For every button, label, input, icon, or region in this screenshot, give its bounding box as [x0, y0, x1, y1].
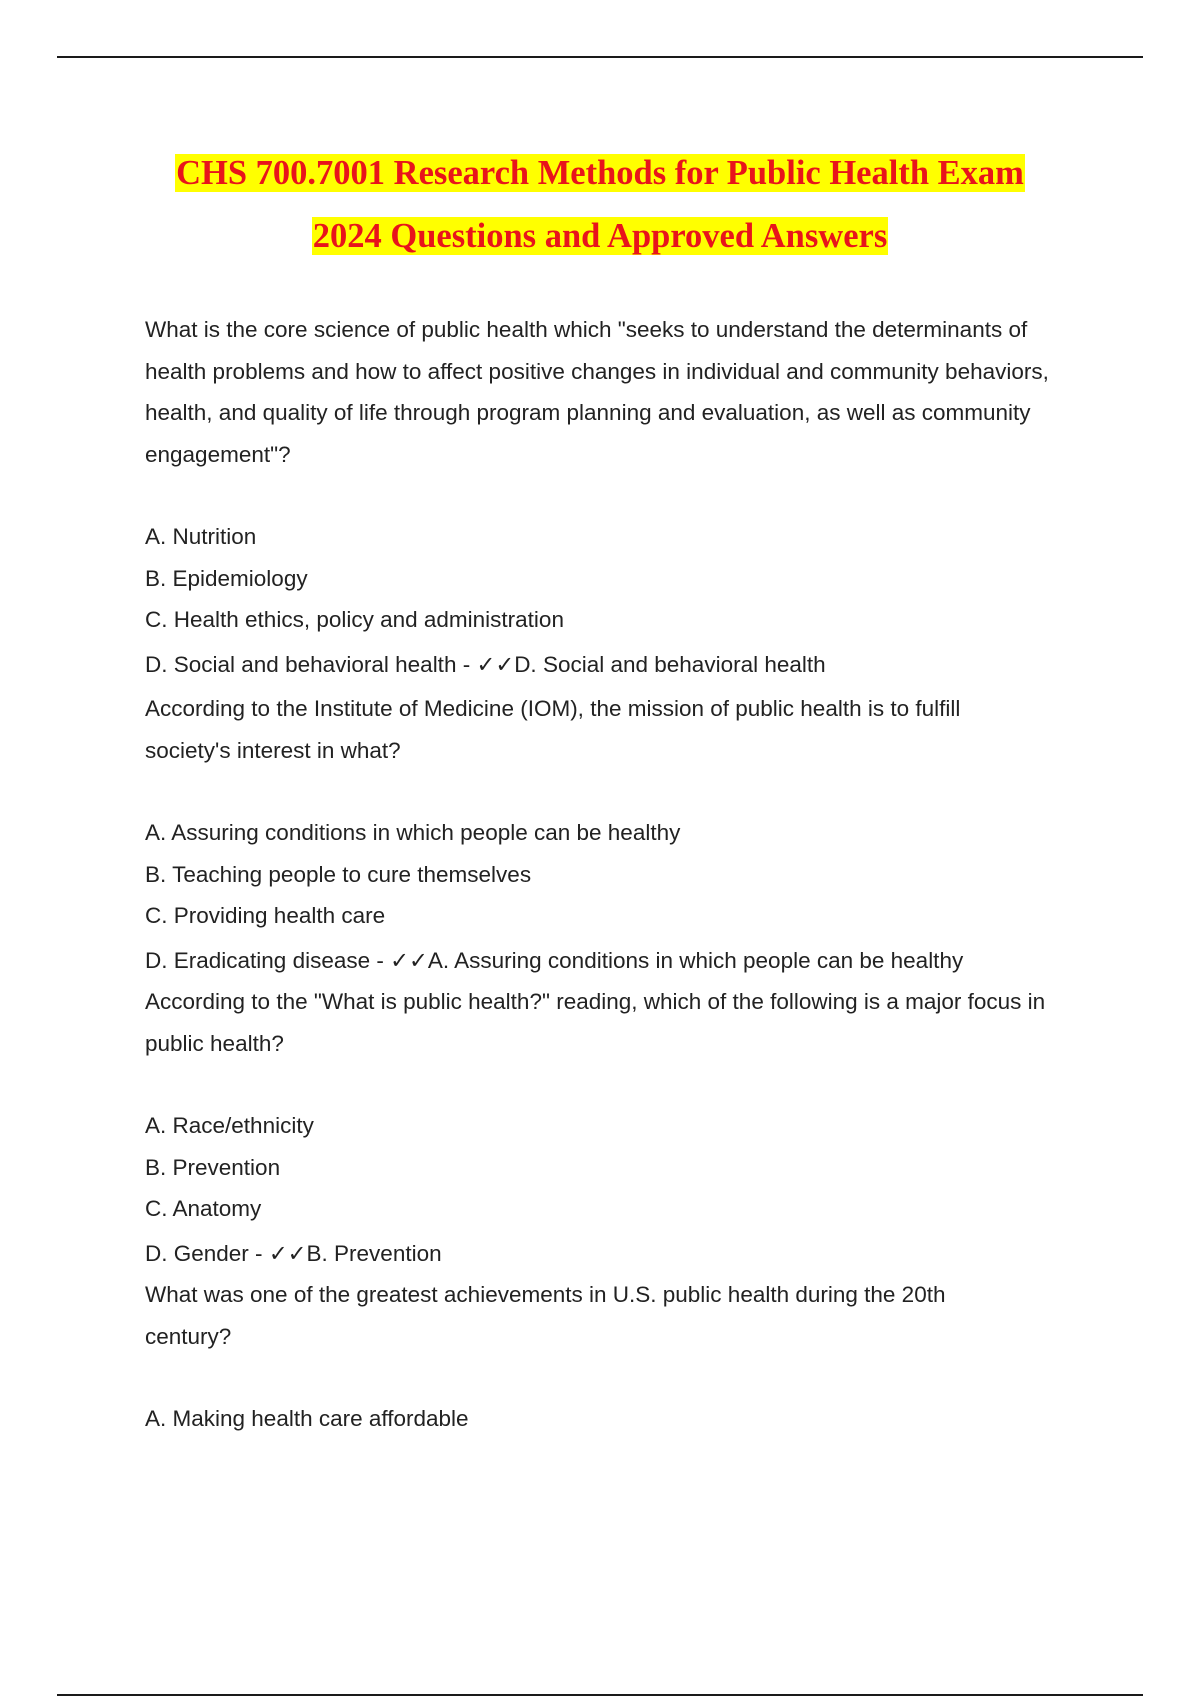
option-c: C. Providing health care: [145, 903, 386, 928]
title-line-2: 2024 Questions and Approved Answers: [312, 217, 888, 255]
option-c: C. Anatomy: [145, 1196, 262, 1221]
question-block-3: [145, 981, 1105, 1274]
correct-answer: B. Prevention: [306, 1240, 442, 1266]
option-b: B. Epidemiology: [145, 565, 308, 591]
question-block-4: [145, 1274, 1105, 1440]
correct-answer: D. Social and behavioral health: [514, 651, 826, 677]
question-block-1: [145, 309, 1105, 685]
option-list: [145, 1398, 1105, 1440]
question-text: What was one of the greatest achievements in U.S. public health during the 20th century?: [145, 1282, 946, 1349]
question-text: According to the Institute of Medicine (IOM), the mission of public health is to fulfill society's interest in what?: [145, 696, 961, 763]
option-b: B. Prevention: [145, 1154, 281, 1180]
option-d-with-answer: [145, 1233, 1105, 1275]
question-list: [145, 309, 1105, 1440]
option-list: [145, 812, 1105, 981]
checkmark-icon: ✓✓: [268, 1240, 307, 1266]
option-b: B. Teaching people to cure themselves: [145, 861, 532, 887]
option-list: [145, 1105, 1105, 1274]
option-c: C. Health ethics, policy and administration: [145, 607, 564, 632]
option-d: D. Eradicating disease -: [145, 947, 384, 973]
document-title: [0, 142, 1200, 268]
question-text: What is the core science of public health which "seeks to understand the determinants of health problems and how to affect positive changes in individual and community behaviors, health, and quality of life through program planning and evaluation, as well as community engagement"?: [145, 317, 1049, 467]
header-rule: [57, 56, 1143, 58]
footer-rule: [57, 1694, 1143, 1696]
correct-answer: A. Assuring conditions in which people can be healthy: [427, 947, 964, 973]
title-line-1: CHS 700.7001 Research Methods for Public Health Exam: [176, 154, 1024, 192]
option-a: A. Race/ethnicity: [145, 1113, 314, 1138]
option-a: A. Making health care affordable: [145, 1406, 469, 1431]
option-list: [145, 516, 1105, 685]
option-d-with-answer: [145, 644, 1105, 686]
option-a: A. Nutrition: [145, 524, 257, 549]
question-block-2: [145, 688, 1105, 981]
option-d: D. Social and behavioral health -: [145, 651, 471, 677]
option-d-with-answer: [145, 940, 1105, 982]
option-a: A. Assuring conditions in which people can be healthy: [145, 820, 681, 845]
checkmark-icon: ✓✓: [476, 651, 515, 677]
option-d: D. Gender -: [145, 1240, 263, 1266]
checkmark-icon: ✓✓: [390, 947, 428, 973]
question-text: According to the "What is public health?" reading, which of the following is a major focus in public health?: [145, 989, 1046, 1056]
